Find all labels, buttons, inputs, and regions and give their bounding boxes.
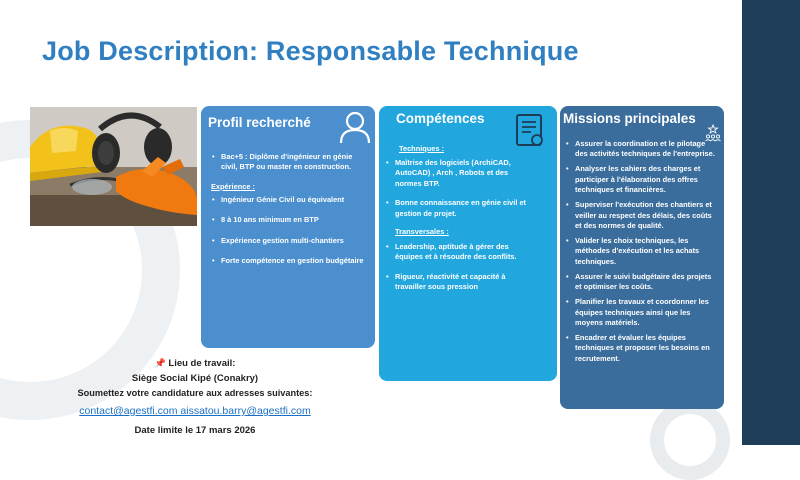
profil-experience-label: Expérience :	[211, 181, 255, 191]
mission-item: • Assurer la coordination et le pilotage des activités techniques de l'entreprise.	[565, 139, 715, 160]
contact-emails-link[interactable]: contact@agestfi.com aissatou.barry@agestfi.com	[79, 405, 311, 417]
profil-education: • Bac+5 : Diplôme d'ingénieur en génie civil, BTP ou master en construction.	[211, 152, 366, 173]
submit-instructions: Soumettez votre candidature aux adresses suivantes:	[77, 388, 313, 398]
competences-card	[379, 106, 557, 381]
mission-item: • Planifier les travaux et coordonner les équipes techniques ainsi que les moyens matériels.	[565, 297, 715, 328]
competences-transversales-item: • Rigueur, réactivité et capacité à travailler sous pression	[385, 272, 533, 293]
mission-item: • Superviser l'exécution des chantiers et veiller au respect des délais, des coûts et des normes de qualité.	[565, 200, 715, 231]
mission-item: • Valider les choix techniques, les méthodes d'exécution et les achats techniques.	[565, 236, 715, 267]
safety-gear-illustration	[30, 107, 197, 226]
person-icon	[339, 110, 371, 144]
profil-heading: Profil recherché	[208, 115, 311, 130]
profil-experience-item: • Forte compétence en gestion budgétaire	[211, 256, 366, 266]
deadline: Date limite le 17 mars 2026	[134, 425, 256, 436]
competences-transversales-label: Transversales :	[395, 227, 449, 237]
mission-item: • Assurer le suivi budgétaire des projets et optimiser les coûts.	[565, 272, 715, 293]
profil-card	[201, 106, 375, 348]
competences-techniques-label: Techniques :	[399, 144, 445, 153]
missions-heading: Missions principales	[563, 111, 696, 126]
background-ring-decoration-small	[650, 400, 730, 480]
competences-transversales-item: • Leadership, aptitude à gérer des équipes et à résoudre des conflits.	[385, 242, 533, 263]
missions-card	[560, 106, 724, 409]
mission-item: • Encadrer et évaluer les équipes techniques et proposer les besoins en recrutement.	[565, 333, 715, 364]
work-location: Siège Social Kipé (Conakry)	[131, 373, 259, 384]
mission-item: • Analyser les cahiers des charges et participer à l'élaboration des offres techniques et financières.	[565, 164, 715, 195]
profil-experience-item: • Ingénieur Génie Civil ou équivalent	[211, 195, 366, 205]
pin-icon: 📌	[154, 358, 166, 368]
competences-heading: Compétences	[396, 111, 485, 126]
competences-techniques-item: • Bonne connaissance en génie civil et gestion de projet.	[385, 198, 533, 219]
location-label-text: Lieu de travail:	[168, 358, 236, 369]
right-accent-band	[742, 0, 800, 445]
profil-experience-item: • Expérience gestion multi-chantiers	[211, 236, 366, 246]
profil-experience-item: • 8 à 10 ans minimum en BTP	[211, 215, 366, 225]
safety-gear-photo	[30, 107, 197, 226]
competences-techniques-item: • Maîtrise des logiciels (ArchiCAD, AutoCAD) , Arch , Robots et des normes BTP.	[385, 158, 533, 189]
page-title: Job Description: Responsable Technique	[42, 36, 579, 66]
work-location-label	[0, 358, 390, 369]
